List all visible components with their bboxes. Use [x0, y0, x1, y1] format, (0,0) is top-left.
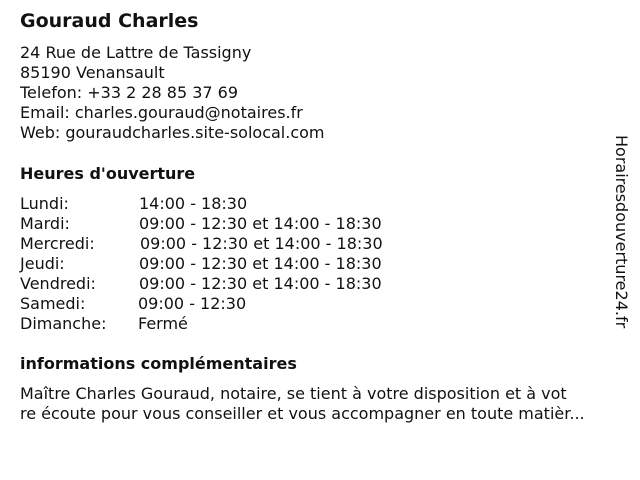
- business-name: Gouraud Charles: [20, 10, 199, 32]
- day-hours: 09:00 - 12:30: [138, 294, 247, 313]
- day-label: Lundi:: [20, 194, 69, 213]
- day-label: Jeudi:: [20, 254, 65, 273]
- day-hours: 09:00 - 12:30 et 14:00 - 18:30: [140, 234, 383, 253]
- address-line-2: 85190 Venansault: [20, 63, 165, 82]
- day-hours: 09:00 - 12:30 et 14:00 - 18:30: [139, 274, 382, 293]
- info-text: [20, 384, 632, 424]
- day-label: Dimanche:: [20, 314, 107, 333]
- contact-block: [20, 43, 325, 143]
- day-hours: Fermé: [138, 314, 188, 333]
- day-label: Samedi:: [20, 294, 86, 313]
- hours-title: Heures d'ouverture: [20, 164, 196, 183]
- info-line-1: Maître Charles Gouraud, notaire, se tient à votre disposition et à vot: [20, 384, 567, 403]
- day-label: Mercredi:: [20, 234, 95, 253]
- address-line-1: 24 Rue de Lattre de Tassigny: [20, 43, 252, 62]
- phone-line: Telefon: +33 2 28 85 37 69: [20, 83, 239, 102]
- day-hours: 09:00 - 12:30 et 14:00 - 18:30: [139, 214, 382, 233]
- day-hours: 14:00 - 18:30: [139, 194, 248, 213]
- info-line-2: re écoute pour vous conseiller et vous accompagner en toute matièr...: [20, 404, 585, 423]
- site-watermark: Horairesdouverture24.fr: [612, 135, 631, 329]
- day-label: Vendredi:: [20, 274, 96, 293]
- day-hours: 09:00 - 12:30 et 14:00 - 18:30: [139, 254, 382, 273]
- web-line: Web: gouraudcharles.site-solocal.com: [20, 123, 325, 142]
- day-label: Mardi:: [20, 214, 70, 233]
- email-line: Email: charles.gouraud@notaires.fr: [20, 103, 303, 122]
- info-title: informations complémentaires: [20, 354, 297, 373]
